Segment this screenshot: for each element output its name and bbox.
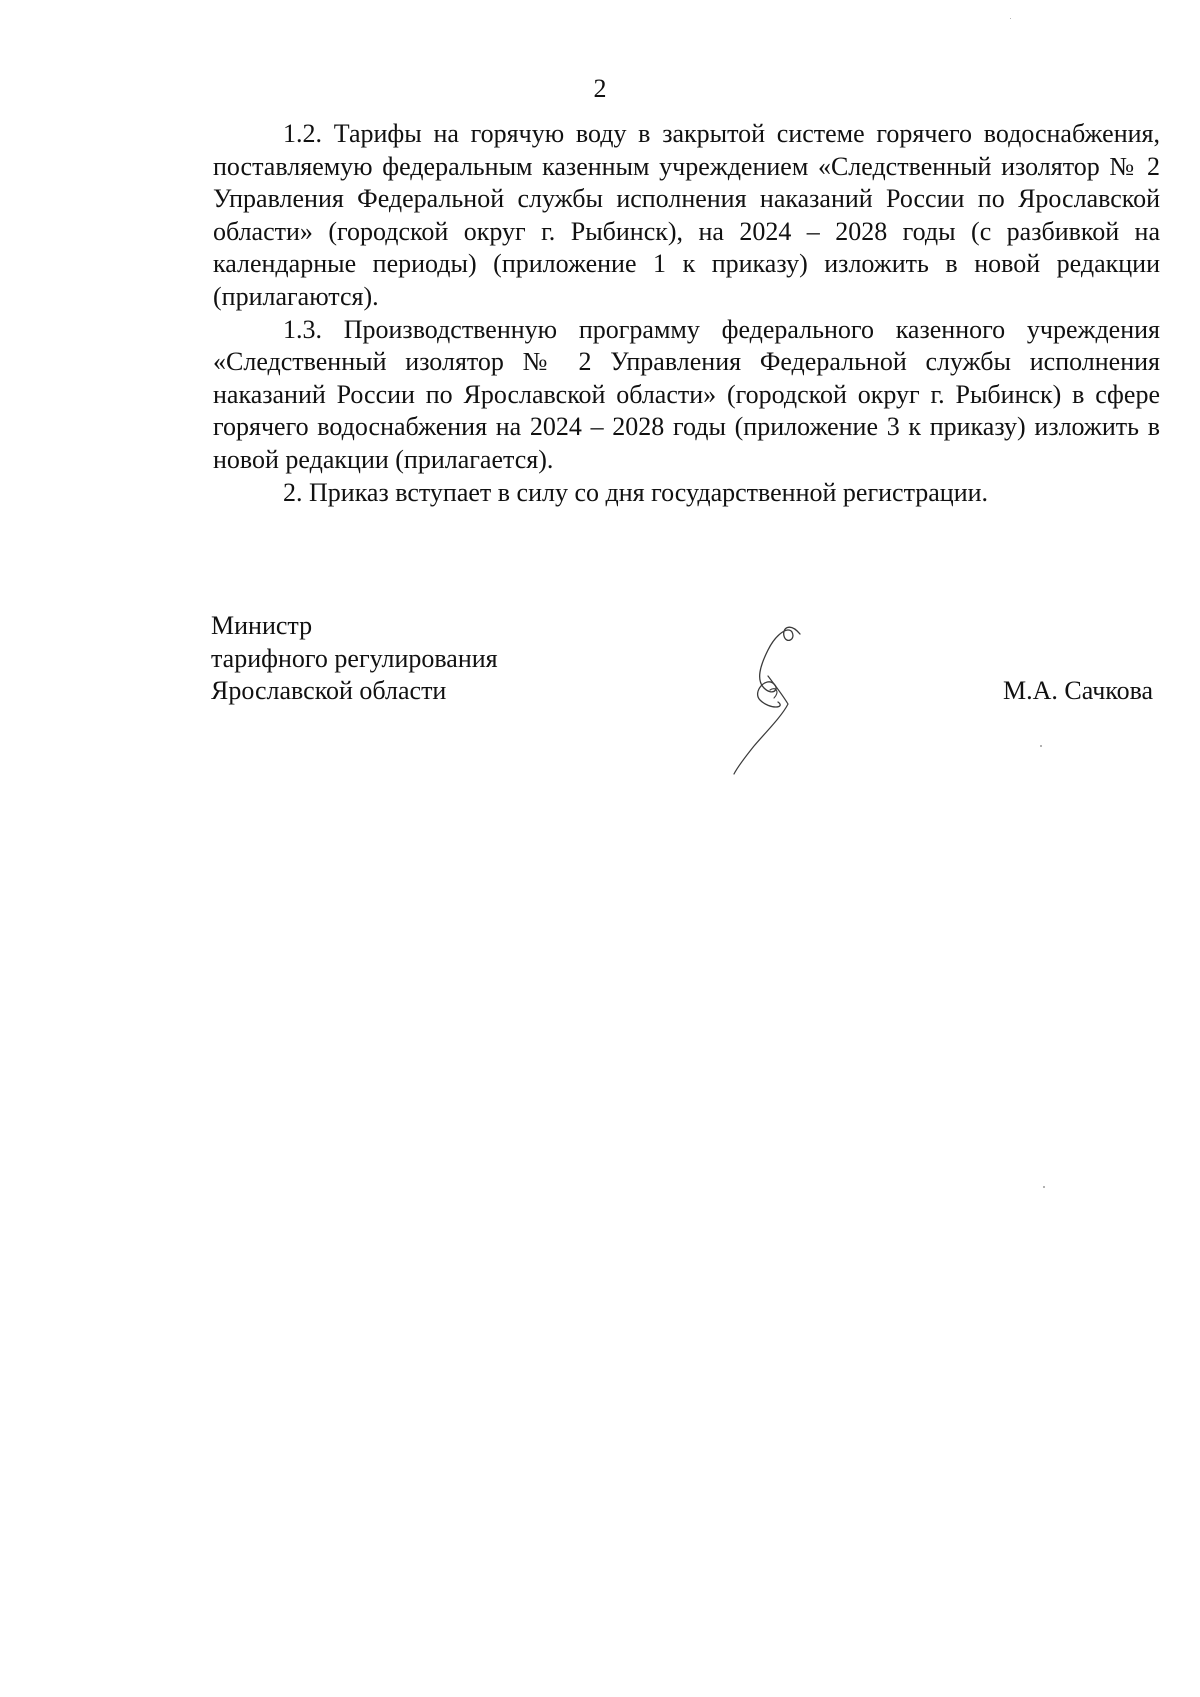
scan-speck (1040, 745, 1042, 747)
scan-speck (1010, 18, 1011, 19)
signatory-title (211, 610, 498, 708)
paragraph-1-3: 1.3. Производственную программу федерального казенного учреждения «Следственный изолятор № 2 Управления Федеральной службы исполнения наказаний России по Ярославской области» (городской округ г. Рыбинск) в сфере горячего водоснабжения на 2024 – 2028 годы (приложение 3 к приказу) изложить в новой редакции (прилагается). (213, 314, 1160, 474)
signatory-title-line: Ярославской области (211, 676, 447, 705)
signatory-title-line: Министр (211, 611, 313, 640)
document-body (213, 118, 1160, 509)
page-number: 2 (593, 74, 607, 103)
paragraph-2: 2. Приказ вступает в силу со дня государственной регистрации. (283, 477, 989, 507)
handwritten-signature (730, 620, 840, 780)
paragraph-1-2: 1.2. Тарифы на горячую воду в закрытой системе горячего водоснабжения, поставляемую федеральным казенным учреждением «Следственный изолятор № 2 Управления Федеральной службы исполнения наказаний России по Ярославской области» (городской округ г. Рыбинск), на 2024 – 2028 годы (с разбивкой на календарные периоды) (приложение 1 к приказу) изложить в новой редакции (прилагаются). (213, 119, 1160, 311)
scan-speck (1043, 1186, 1045, 1188)
signatory-name: М.А. Сачкова (1003, 676, 1154, 705)
signatory-title-line: тарифного регулирования (211, 643, 498, 673)
